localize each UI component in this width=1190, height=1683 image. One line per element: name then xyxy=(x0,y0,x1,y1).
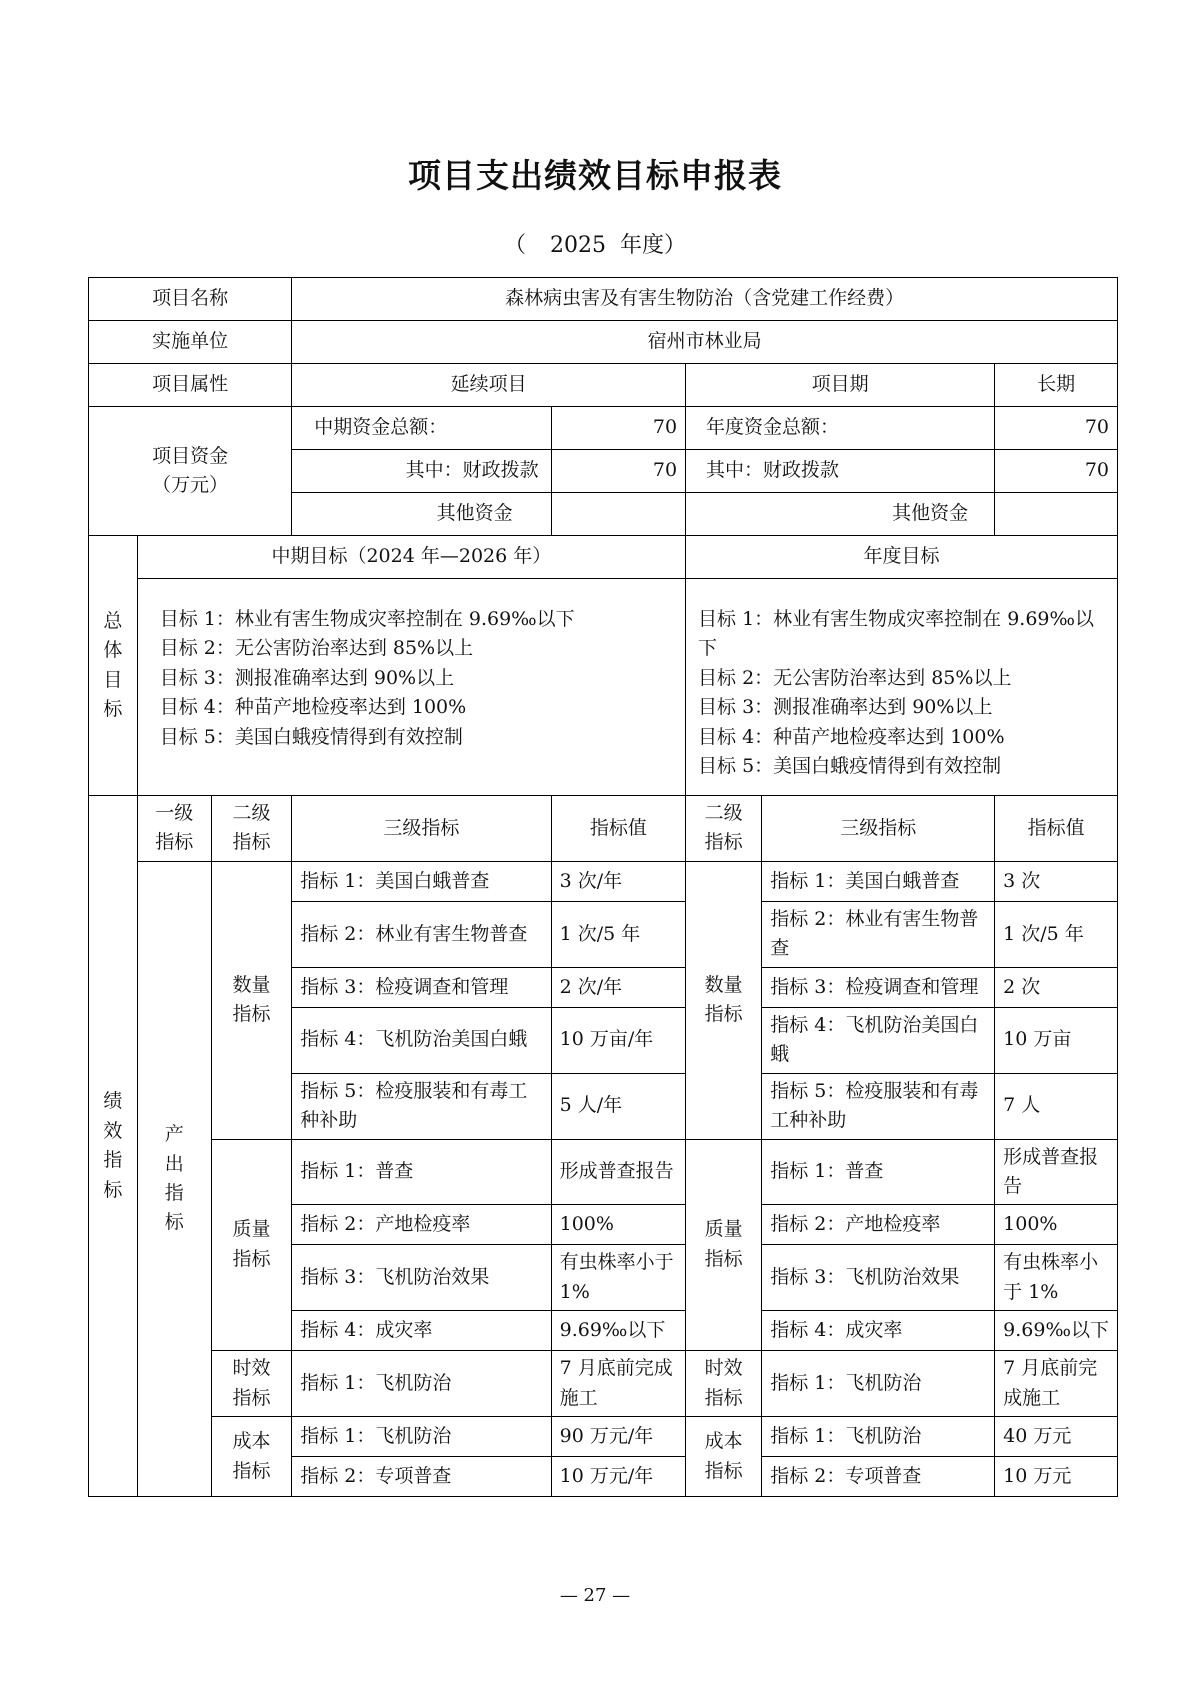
mid-indicator-name: 指标 4：成灾率 xyxy=(292,1311,551,1351)
cost-indicator-label: 成本指标 xyxy=(211,1417,291,1497)
annual-indicator-value: 7 月底前完成施工 xyxy=(995,1351,1118,1417)
unit-value: 宿州市林业局 xyxy=(292,321,1118,364)
mid-indicator-name: 指标 3：飞机防治效果 xyxy=(292,1245,551,1311)
unit-label: 实施单位 xyxy=(89,321,292,364)
mid-goal-item: 目标 4：种苗产地检疫率达到 100% xyxy=(159,696,467,719)
project-name-label: 项目名称 xyxy=(89,278,292,321)
annual-indicator-name: 指标 1：美国白蛾普查 xyxy=(762,861,995,901)
indicator-row xyxy=(89,1417,1118,1457)
mid-indicator-value: 100% xyxy=(551,1205,685,1245)
annual-indicator-name: 指标 4：飞机防治美国白蛾 xyxy=(762,1007,995,1073)
level3-header: 三级指标 xyxy=(292,796,551,862)
mid-indicator-value: 9.69‰以下 xyxy=(551,1311,685,1351)
mid-indicator-name: 指标 1：飞机防治 xyxy=(292,1351,551,1417)
annual-indicator-value: 有虫株率小于 1% xyxy=(995,1245,1118,1311)
annual-goal-item: 目标 3：测报准确率达到 90%以上 xyxy=(698,696,993,719)
period-value: 长期 xyxy=(995,364,1118,407)
mid-goal-item: 目标 3：测报准确率达到 90%以上 xyxy=(159,666,455,689)
mid-indicator-name: 指标 2：林业有害生物普查 xyxy=(292,901,551,967)
mid-fiscal-value: 70 xyxy=(551,450,685,493)
annual-other-label: 其他资金 xyxy=(686,493,995,536)
indicator-row xyxy=(89,861,1118,901)
annual-indicator-name: 指标 2：产地检疫率 xyxy=(762,1205,995,1245)
annual-indicator-value: 40 万元 xyxy=(995,1417,1118,1457)
annual-indicator-value: 形成普查报告 xyxy=(995,1139,1118,1205)
mid-indicator-value: 10 万亩/年 xyxy=(551,1007,685,1073)
subtitle-open: （ xyxy=(503,233,526,258)
attribute-value: 延续项目 xyxy=(292,364,686,407)
mid-total-label: 中期资金总额： xyxy=(292,407,551,450)
annual-cost-indicator-label: 成本指标 xyxy=(686,1417,762,1497)
annual-indicator-name: 指标 3：检疫调查和管理 xyxy=(762,967,995,1007)
annual-indicator-name: 指标 4：成灾率 xyxy=(762,1311,995,1351)
annual-fiscal-label: 其中：财政拨款 xyxy=(686,450,995,493)
annual-goal-header: 年度目标 xyxy=(686,536,1118,579)
mid-fiscal-label: 其中：财政拨款 xyxy=(292,450,551,493)
annual-indicator-value: 100% xyxy=(995,1205,1118,1245)
mid-total-value: 70 xyxy=(551,407,685,450)
annual-other-value xyxy=(995,493,1118,536)
annual-indicator-name: 指标 1：普查 xyxy=(762,1139,995,1205)
annual-indicator-value: 9.69‰以下 xyxy=(995,1311,1118,1351)
annual-indicator-name: 指标 1：飞机防治 xyxy=(762,1351,995,1417)
performance-target-table xyxy=(88,277,1118,1497)
mid-indicator-name: 指标 4：飞机防治美国白蛾 xyxy=(292,1007,551,1073)
annual-fiscal-value: 70 xyxy=(995,450,1118,493)
annual-indicator-name: 指标 2：专项普查 xyxy=(762,1457,995,1497)
mid-indicator-name: 指标 2：专项普查 xyxy=(292,1457,551,1497)
annual-goals xyxy=(686,579,1118,796)
annual-indicator-value: 10 万亩 xyxy=(995,1007,1118,1073)
annual-quantity-indicator-label: 数量指标 xyxy=(686,861,762,1139)
annual-indicator-value: 7 人 xyxy=(995,1073,1118,1139)
mid-indicator-value: 10 万元/年 xyxy=(551,1457,685,1497)
subtitle-unit: 年度） xyxy=(620,233,687,258)
mid-indicator-value: 有虫株率小于 1% xyxy=(551,1245,685,1311)
annual-goal-item: 目标 5：美国白蛾疫情得到有效控制 xyxy=(698,755,1002,778)
mid-goal-item: 目标 2：无公害防治率达到 85%以上 xyxy=(159,637,474,660)
mid-indicator-value: 90 万元/年 xyxy=(551,1417,685,1457)
indicator-row xyxy=(89,1351,1118,1417)
annual-goal-item: 目标 4：种苗产地检疫率达到 100% xyxy=(698,725,1005,748)
mid-indicator-value: 7 月底前完成施工 xyxy=(551,1351,685,1417)
mid-goal-header: 中期目标（2024 年—2026 年） xyxy=(137,536,685,579)
annual-indicator-value: 3 次 xyxy=(995,861,1118,901)
annual-level2-header: 二级指标 xyxy=(686,796,762,862)
mid-indicator-name: 指标 1：飞机防治 xyxy=(292,1417,551,1457)
quantity-indicator-label: 数量指标 xyxy=(211,861,291,1139)
mid-goal-item: 目标 5：美国白蛾疫情得到有效控制 xyxy=(159,725,463,748)
mid-indicator-name: 指标 1：美国白蛾普查 xyxy=(292,861,551,901)
project-name-value: 森林病虫害及有害生物防治（含党建工作经费） xyxy=(292,278,1118,321)
mid-indicator-name: 指标 2：产地检疫率 xyxy=(292,1205,551,1245)
mid-indicator-value: 3 次/年 xyxy=(551,861,685,901)
attribute-label: 项目属性 xyxy=(89,364,292,407)
mid-indicator-value: 1 次/5 年 xyxy=(551,901,685,967)
annual-value-header: 指标值 xyxy=(995,796,1118,862)
annual-total-value: 70 xyxy=(995,407,1118,450)
value-header: 指标值 xyxy=(551,796,685,862)
annual-goal-item: 目标 2：无公害防治率达到 85%以上 xyxy=(698,666,1012,689)
funds-label: 项目资金（万元） xyxy=(89,407,292,536)
period-label: 项目期 xyxy=(686,364,995,407)
timeliness-indicator-label: 时效指标 xyxy=(211,1351,291,1417)
level2-header: 二级指标 xyxy=(211,796,291,862)
mid-goal-item: 目标 1：林业有害生物成灾率控制在 9.69‰以下 xyxy=(159,608,575,630)
annual-timeliness-indicator-label: 时效指标 xyxy=(686,1351,762,1417)
annual-indicator-value: 1 次/5 年 xyxy=(995,901,1118,967)
mid-indicator-value: 2 次/年 xyxy=(551,967,685,1007)
mid-indicator-name: 指标 1：普查 xyxy=(292,1139,551,1205)
mid-indicator-name: 指标 3：检疫调查和管理 xyxy=(292,967,551,1007)
page-title: 项目支出绩效目标申报表 xyxy=(408,156,782,195)
annual-goal-item: 目标 1：林业有害生物成灾率控制在 9.69‰以下 xyxy=(698,608,1095,660)
annual-indicator-value: 2 次 xyxy=(995,967,1118,1007)
mid-other-value xyxy=(551,493,685,536)
annual-indicator-name: 指标 5：检疫服装和有毒工种补助 xyxy=(762,1073,995,1139)
output-indicator-label: 产出指标 xyxy=(137,861,211,1496)
level1-header: 一级指标 xyxy=(137,796,211,862)
annual-quality-indicator-label: 质量指标 xyxy=(686,1139,762,1351)
mid-indicator-name: 指标 5：检疫服装和有毒工种补助 xyxy=(292,1073,551,1139)
mid-indicator-value: 形成普查报告 xyxy=(551,1139,685,1205)
mid-goals xyxy=(137,579,685,796)
annual-level3-header: 三级指标 xyxy=(762,796,995,862)
annual-indicator-name: 指标 3：飞机防治效果 xyxy=(762,1245,995,1311)
performance-indicator-label: 绩效指标 xyxy=(89,796,138,1497)
overall-goal-label: 总体目标 xyxy=(89,536,138,796)
annual-indicator-name: 指标 1：飞机防治 xyxy=(762,1417,995,1457)
annual-indicator-value: 10 万元 xyxy=(995,1457,1118,1497)
page-number: — 27 — xyxy=(559,1585,631,1606)
report-year xyxy=(0,228,1190,259)
annual-indicator-name: 指标 2：林业有害生物普查 xyxy=(762,901,995,967)
annual-total-label: 年度资金总额： xyxy=(686,407,995,450)
mid-other-label: 其他资金 xyxy=(292,493,551,536)
quality-indicator-label: 质量指标 xyxy=(211,1139,291,1351)
indicator-row xyxy=(89,1139,1118,1205)
subtitle-year: 2025 xyxy=(550,233,606,258)
mid-indicator-value: 5 人/年 xyxy=(551,1073,685,1139)
